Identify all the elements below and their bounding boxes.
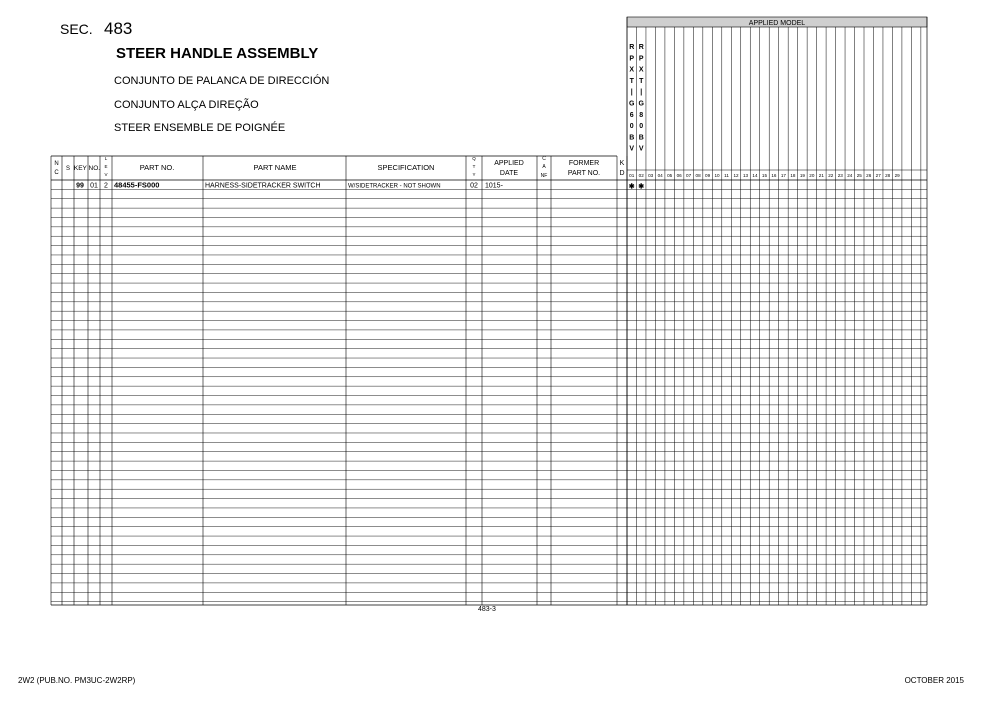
header-kd: K	[619, 160, 625, 167]
header-nc: N	[54, 161, 59, 167]
model-column-number: 27	[875, 173, 881, 178]
model-code-char: 0	[639, 123, 644, 131]
model-column-number: 09	[705, 173, 711, 178]
model-column-number: 08	[695, 173, 701, 178]
model-column-number: 12	[733, 173, 739, 178]
model-column-number: 23	[837, 173, 843, 178]
applied-model-label: APPLIED MODEL	[748, 20, 806, 27]
model-column-number: 07	[686, 173, 692, 178]
header-canf: C	[542, 156, 546, 162]
model-column-number: 21	[818, 173, 824, 178]
cell-key-1: 99	[76, 182, 84, 190]
model-column-number: 14	[752, 173, 758, 178]
cell-part-no: 48455-FS000	[114, 180, 160, 190]
model-code-char: P	[629, 55, 635, 63]
header-former-part-no: FORMER	[568, 160, 600, 167]
model-code-char: R	[638, 44, 644, 51]
cell-model-mark: ✱	[638, 183, 645, 191]
model-code-char: V	[629, 145, 635, 153]
model-code-char: B	[629, 134, 635, 142]
model-column-number: 13	[742, 173, 749, 178]
model-column-number: 11	[724, 173, 729, 178]
model-column-number: 10	[714, 173, 720, 178]
model-code-char: |	[640, 89, 643, 97]
model-column-number: 28	[885, 173, 891, 178]
model-code-char: X	[629, 66, 635, 74]
page-number: 483-3	[478, 606, 496, 613]
header-nc: C	[54, 170, 59, 176]
footer-publication: 2W2 (PUB.NO. PM3UC-2W2RP)	[18, 676, 136, 685]
cell-key-2: 01	[90, 182, 98, 190]
section-number: 483	[104, 19, 133, 38]
model-code-char: P	[638, 55, 644, 63]
cell-specification: W/SIDETRACKER - NOT SHOWN	[348, 183, 441, 190]
model-column-number: 29	[894, 173, 900, 178]
model-code-char: X	[638, 66, 644, 74]
model-column-number: 18	[790, 173, 796, 178]
cell-part-name: HARNESS-SIDETRACKER SWITCH	[205, 182, 321, 190]
header-applied-date: APPLIED	[494, 160, 524, 167]
cell-applied-date: 1015-	[485, 182, 503, 190]
subtitle-french: STEER ENSEMBLE DE POIGNÉE	[114, 122, 286, 134]
header-part-name: PART NAME	[253, 163, 297, 172]
model-code-char: T	[629, 77, 634, 85]
model-column-number: 04	[657, 173, 663, 178]
model-code-char: 0	[629, 123, 634, 131]
model-column-number: 01	[629, 173, 635, 178]
header-qty: Q	[472, 156, 476, 161]
model-code-char: T	[639, 77, 644, 85]
model-column-number: 05	[667, 173, 673, 178]
cell-qty: 02	[470, 182, 478, 190]
model-code-char: G	[629, 100, 635, 108]
header-kd: D	[619, 170, 625, 177]
cell-model-mark: ✱	[628, 183, 635, 191]
header-specification: SPECIFICATION	[377, 163, 435, 172]
model-column-number: 15	[761, 173, 768, 178]
model-column-number: 02	[638, 173, 644, 178]
header-lev: V	[104, 172, 108, 177]
model-column-number: 16	[771, 173, 777, 178]
model-column-number: 03	[648, 173, 654, 178]
model-code-char: V	[638, 145, 644, 153]
header-former-part-no: PART NO.	[567, 170, 601, 177]
header-s: S	[65, 166, 71, 172]
header-applied-date: DATE	[499, 170, 519, 177]
header-part-no: PART NO.	[139, 163, 175, 172]
model-column-number: 24	[847, 173, 853, 178]
model-column-number: 20	[809, 173, 815, 178]
header-lev: E	[104, 164, 108, 169]
header-qty: Y	[472, 172, 476, 177]
model-column-number: 26	[866, 173, 872, 178]
subtitle-spanish: CONJUNTO DE PALANCA DE DIRECCIÓN	[114, 75, 330, 87]
header-qty: T	[472, 164, 476, 169]
model-code-char: 8	[639, 111, 644, 119]
header-key-no: KEY NO.	[73, 165, 101, 172]
section-label: SEC.	[60, 21, 93, 37]
model-column-number: 06	[676, 173, 682, 178]
model-column-number: 22	[828, 173, 834, 178]
header-canf: NF	[540, 173, 548, 179]
model-code-char: B	[638, 134, 644, 142]
model-column-number: 17	[780, 173, 786, 178]
footer-date: OCTOBER 2015	[904, 676, 964, 685]
model-column-number: 19	[799, 173, 805, 178]
model-code-char: G	[638, 100, 644, 108]
model-code-char: |	[630, 89, 633, 97]
header-lev: L	[104, 156, 108, 161]
header-canf: A	[542, 164, 546, 170]
subtitle-portuguese: CONJUNTO ALÇA DIREÇÃO	[114, 99, 259, 111]
model-code-char: 6	[629, 111, 634, 119]
page-title: STEER HANDLE ASSEMBLY	[116, 45, 319, 62]
cell-lev: 2	[104, 182, 108, 190]
model-code-char: R	[629, 44, 635, 51]
model-column-number: 25	[856, 173, 862, 178]
